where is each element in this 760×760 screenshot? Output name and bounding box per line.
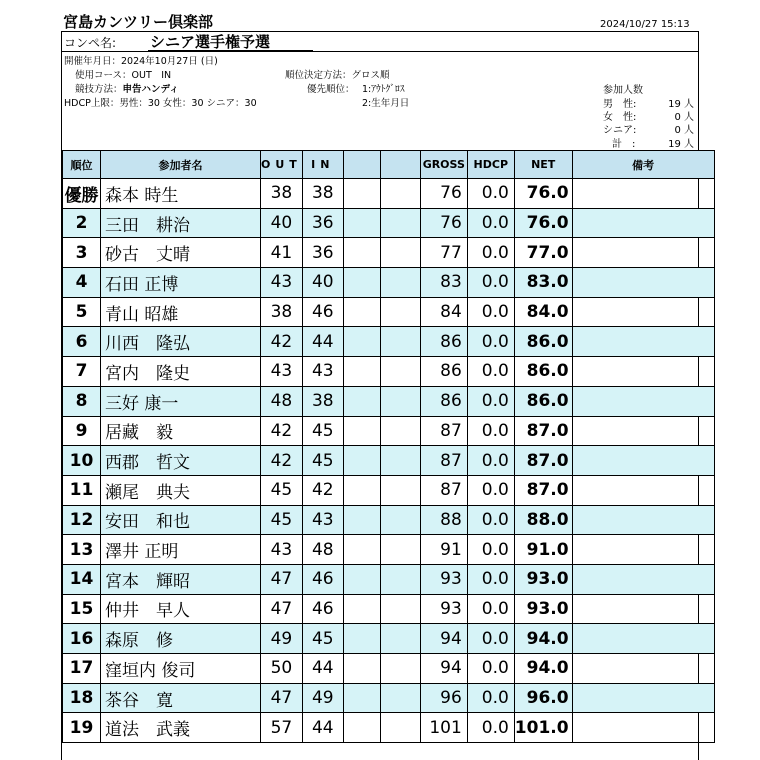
col-header-rank: 順位: [63, 151, 101, 179]
hdcp-cell: 0.0: [467, 624, 514, 654]
out-cell: 45: [261, 475, 303, 505]
table-row: [63, 594, 715, 624]
rank-cell: 18: [63, 683, 101, 713]
hdcp-cell: 0.0: [467, 713, 514, 743]
out-cell: 45: [261, 505, 303, 535]
rank-cell: 2: [63, 208, 101, 238]
hdcp-cell: 0.0: [467, 683, 514, 713]
hdcp-cell: 0.0: [467, 208, 514, 238]
net-cell: 93.0: [514, 594, 572, 624]
remarks-cell: [572, 327, 714, 357]
name-cell: 窪垣内 俊司: [101, 654, 261, 684]
hdcp-cell: 0.0: [467, 179, 514, 209]
remarks-cell: [572, 564, 714, 594]
net-cell: 76.0: [514, 208, 572, 238]
gross-cell: 87: [420, 416, 467, 446]
remarks-cell: [572, 683, 714, 713]
gross-cell: 86: [420, 386, 467, 416]
col-header-net: NET: [514, 151, 572, 179]
gross-cell: 76: [420, 208, 467, 238]
out-cell: 49: [261, 624, 303, 654]
name-cell: 宮内 隆史: [101, 357, 261, 387]
in-cell: 43: [302, 357, 343, 387]
net-cell: 86.0: [514, 386, 572, 416]
rank-cell: 3: [63, 238, 101, 268]
hdcp-cell: 0.0: [467, 268, 514, 298]
out-cell: 57: [261, 713, 303, 743]
net-cell: 84.0: [514, 297, 572, 327]
method-label: 競技方法：: [75, 84, 123, 95]
net-cell: 94.0: [514, 624, 572, 654]
in-cell: 36: [302, 208, 343, 238]
in-cell: 44: [302, 713, 343, 743]
remarks-cell: [572, 416, 714, 446]
hdcp-cell: 0.0: [467, 654, 514, 684]
table-row: [63, 357, 715, 387]
remarks-cell: [572, 357, 714, 387]
col-header-hdcp: HDCP: [467, 151, 514, 179]
name-cell: 道法 武義: [101, 713, 261, 743]
hdcp-cell: 0.0: [467, 357, 514, 387]
net-cell: 87.0: [514, 416, 572, 446]
blank-cell-2: [380, 179, 420, 209]
col-header-remarks: 備考: [572, 151, 714, 179]
table-row: [63, 535, 715, 565]
blank-cell-1: [343, 238, 380, 268]
net-cell: 86.0: [514, 357, 572, 387]
hdcp-limit: HDCP上限：男性：30 女性：30 シニア：30: [64, 98, 257, 109]
count-value-senior: 0 人: [674, 125, 694, 136]
name-cell: 居藏 毅: [101, 416, 261, 446]
hdcp-cell: 0.0: [467, 505, 514, 535]
table-row: [63, 505, 715, 535]
name-cell: 青山 昭雄: [101, 297, 261, 327]
hdcp-cell: 0.0: [467, 475, 514, 505]
blank-cell-1: [343, 268, 380, 298]
hdcp-cell: 0.0: [467, 386, 514, 416]
in-cell: 46: [302, 564, 343, 594]
in-cell: 46: [302, 297, 343, 327]
print-timestamp: 2024/10/27 15:13: [600, 19, 690, 30]
hdcp-cell: 0.0: [467, 564, 514, 594]
in-cell: 46: [302, 594, 343, 624]
table-row: [63, 208, 715, 238]
blank-cell-2: [380, 564, 420, 594]
net-cell: 96.0: [514, 683, 572, 713]
rank-cell: 11: [63, 475, 101, 505]
net-cell: 93.0: [514, 564, 572, 594]
priority-1: 1:ｱｳﾄｸﾞﾛｽ: [362, 84, 405, 95]
table-row: [63, 713, 715, 743]
blank-cell-2: [380, 535, 420, 565]
rank-cell: 17: [63, 654, 101, 684]
hdcp-cell: 0.0: [467, 297, 514, 327]
remarks-cell: [572, 624, 714, 654]
name-cell: 西郡 哲文: [101, 446, 261, 476]
table-row: [63, 564, 715, 594]
out-cell: 41: [261, 238, 303, 268]
remarks-cell: [572, 386, 714, 416]
compe-name: シニア選手権予選: [150, 33, 271, 51]
gross-cell: 83: [420, 268, 467, 298]
priority-label: 優先順位：: [307, 84, 355, 95]
blank-cell-2: [380, 713, 420, 743]
compe-label: コンペ名:: [64, 36, 117, 50]
out-cell: 40: [261, 208, 303, 238]
remarks-cell: [572, 713, 714, 743]
in-cell: 43: [302, 505, 343, 535]
blank-cell-2: [380, 446, 420, 476]
name-cell: 瀬尾 典夫: [101, 475, 261, 505]
remarks-cell: [572, 208, 714, 238]
gross-cell: 94: [420, 624, 467, 654]
table-row: [63, 654, 715, 684]
out-cell: 48: [261, 386, 303, 416]
hdcp-cell: 0.0: [467, 238, 514, 268]
col-header-in: IN: [302, 151, 343, 179]
blank-cell-1: [343, 564, 380, 594]
blank-cell-2: [380, 416, 420, 446]
rank-cell: 14: [63, 564, 101, 594]
rank-cell: 8: [63, 386, 101, 416]
event-date: 開催年月日：2024年10月27日 (日): [64, 56, 218, 67]
header-sub-rule: [61, 51, 699, 52]
table-row: [63, 624, 715, 654]
count-label-senior: シニア:: [603, 125, 637, 136]
gross-cell: 86: [420, 327, 467, 357]
club-name: 宮島カンツリー倶楽部: [63, 13, 214, 31]
hdcp-cell: 0.0: [467, 416, 514, 446]
net-cell: 86.0: [514, 327, 572, 357]
method-value: 申告ハンディ: [122, 84, 179, 95]
rank-cell: 7: [63, 357, 101, 387]
blank-cell-2: [380, 683, 420, 713]
competition-method: [75, 81, 179, 95]
remarks-cell: [572, 268, 714, 298]
course-used: 使用コース：OUT IN: [75, 70, 172, 81]
hdcp-cell: 0.0: [467, 327, 514, 357]
blank-cell-1: [343, 713, 380, 743]
rank-cell: 優勝: [63, 179, 101, 209]
net-cell: 87.0: [514, 446, 572, 476]
in-cell: 45: [302, 446, 343, 476]
rank-cell: 5: [63, 297, 101, 327]
net-cell: 91.0: [514, 535, 572, 565]
blank-cell-1: [343, 446, 380, 476]
in-cell: 44: [302, 654, 343, 684]
blank-cell-2: [380, 624, 420, 654]
out-cell: 47: [261, 564, 303, 594]
name-cell: 森原 修: [101, 624, 261, 654]
gross-cell: 87: [420, 475, 467, 505]
name-cell: 宮本 輝昭: [101, 564, 261, 594]
net-cell: 94.0: [514, 654, 572, 684]
out-cell: 43: [261, 357, 303, 387]
hdcp-cell: 0.0: [467, 594, 514, 624]
count-label-male: 男 性:: [603, 99, 637, 110]
name-cell: 茶谷 寛: [101, 683, 261, 713]
out-cell: 42: [261, 327, 303, 357]
rank-cell: 16: [63, 624, 101, 654]
name-cell: 川西 隆弘: [101, 327, 261, 357]
ranking-method: 順位決定方法：グロス順: [285, 70, 390, 81]
gross-cell: 86: [420, 357, 467, 387]
blank-cell-1: [343, 654, 380, 684]
out-cell: 47: [261, 683, 303, 713]
out-cell: 42: [261, 446, 303, 476]
gross-cell: 76: [420, 179, 467, 209]
in-cell: 38: [302, 179, 343, 209]
count-label-total: 計 :: [612, 139, 636, 150]
rank-cell: 13: [63, 535, 101, 565]
gross-cell: 91: [420, 535, 467, 565]
blank-cell-1: [343, 297, 380, 327]
table-row: [63, 386, 715, 416]
count-label-female: 女 性:: [603, 112, 637, 123]
name-cell: 三好 康一: [101, 386, 261, 416]
blank-cell-2: [380, 594, 420, 624]
blank-cell-2: [380, 327, 420, 357]
rank-cell: 4: [63, 268, 101, 298]
blank-cell-1: [343, 386, 380, 416]
blank-cell-2: [380, 268, 420, 298]
rank-cell: 9: [63, 416, 101, 446]
gross-cell: 77: [420, 238, 467, 268]
count-value-male: 19 人: [668, 99, 694, 110]
remarks-cell: [572, 446, 714, 476]
name-cell: 澤井 正明: [101, 535, 261, 565]
in-cell: 45: [302, 624, 343, 654]
blank-cell-1: [343, 505, 380, 535]
count-value-female: 0 人: [674, 112, 694, 123]
table-row: [63, 683, 715, 713]
out-cell: 38: [261, 297, 303, 327]
gross-cell: 96: [420, 683, 467, 713]
remarks-cell: [572, 535, 714, 565]
remarks-cell: [572, 179, 714, 209]
in-cell: 49: [302, 683, 343, 713]
blank-cell-2: [380, 654, 420, 684]
out-cell: 38: [261, 179, 303, 209]
in-cell: 45: [302, 416, 343, 446]
rank-cell: 6: [63, 327, 101, 357]
remarks-cell: [572, 594, 714, 624]
blank-cell-1: [343, 208, 380, 238]
blank-cell-1: [343, 594, 380, 624]
in-cell: 42: [302, 475, 343, 505]
in-cell: 44: [302, 327, 343, 357]
blank-cell-1: [343, 624, 380, 654]
blank-cell-1: [343, 416, 380, 446]
name-cell: 安田 和也: [101, 505, 261, 535]
out-cell: 42: [261, 416, 303, 446]
count-value-total: 19 人: [668, 139, 694, 150]
table-row: [63, 179, 715, 209]
blank-cell-1: [343, 683, 380, 713]
name-cell: 仲井 早人: [101, 594, 261, 624]
blank-cell-1: [343, 179, 380, 209]
net-cell: 88.0: [514, 505, 572, 535]
remarks-cell: [572, 475, 714, 505]
in-cell: 40: [302, 268, 343, 298]
out-cell: 47: [261, 594, 303, 624]
name-cell: 三田 耕治: [101, 208, 261, 238]
rank-cell: 15: [63, 594, 101, 624]
blank-cell-1: [343, 475, 380, 505]
out-cell: 50: [261, 654, 303, 684]
blank-cell-2: [380, 297, 420, 327]
in-cell: 48: [302, 535, 343, 565]
gross-cell: 94: [420, 654, 467, 684]
col-header-blank-1: [343, 151, 380, 179]
rank-cell: 12: [63, 505, 101, 535]
blank-cell-2: [380, 386, 420, 416]
rank-cell: 10: [63, 446, 101, 476]
blank-cell-1: [343, 535, 380, 565]
remarks-cell: [572, 297, 714, 327]
blank-cell-2: [380, 238, 420, 268]
results-table: [62, 150, 715, 743]
out-cell: 43: [261, 535, 303, 565]
in-cell: 38: [302, 386, 343, 416]
table-row: [63, 268, 715, 298]
table-header-row: [63, 151, 715, 179]
gross-cell: 87: [420, 446, 467, 476]
net-cell: 77.0: [514, 238, 572, 268]
priority-2: 2:生年月日: [362, 98, 410, 109]
table-row: [63, 327, 715, 357]
blank-cell-2: [380, 475, 420, 505]
remarks-cell: [572, 238, 714, 268]
in-cell: 36: [302, 238, 343, 268]
name-cell: 森本 時生: [101, 179, 261, 209]
gross-cell: 101: [420, 713, 467, 743]
gross-cell: 93: [420, 564, 467, 594]
blank-cell-1: [343, 327, 380, 357]
blank-cell-2: [380, 357, 420, 387]
name-cell: 石田 正博: [101, 268, 261, 298]
col-header-gross: GROSS: [420, 151, 467, 179]
table-row: [63, 446, 715, 476]
col-header-name: 参加者名: [101, 151, 261, 179]
gross-cell: 88: [420, 505, 467, 535]
blank-cell-1: [343, 357, 380, 387]
col-header-out: OUT: [261, 151, 303, 179]
net-cell: 83.0: [514, 268, 572, 298]
gross-cell: 84: [420, 297, 467, 327]
gross-cell: 93: [420, 594, 467, 624]
out-cell: 43: [261, 268, 303, 298]
rank-cell: 19: [63, 713, 101, 743]
net-cell: 76.0: [514, 179, 572, 209]
table-row: [63, 297, 715, 327]
hdcp-cell: 0.0: [467, 446, 514, 476]
blank-cell-2: [380, 208, 420, 238]
table-row: [63, 238, 715, 268]
col-header-blank-2: [380, 151, 420, 179]
net-cell: 101.0: [514, 713, 572, 743]
remarks-cell: [572, 654, 714, 684]
name-cell: 砂古 丈晴: [101, 238, 261, 268]
remarks-cell: [572, 505, 714, 535]
participants-title: 参加人数: [603, 85, 643, 96]
net-cell: 87.0: [514, 475, 572, 505]
table-row: [63, 416, 715, 446]
blank-cell-2: [380, 505, 420, 535]
table-row: [63, 475, 715, 505]
hdcp-cell: 0.0: [467, 535, 514, 565]
